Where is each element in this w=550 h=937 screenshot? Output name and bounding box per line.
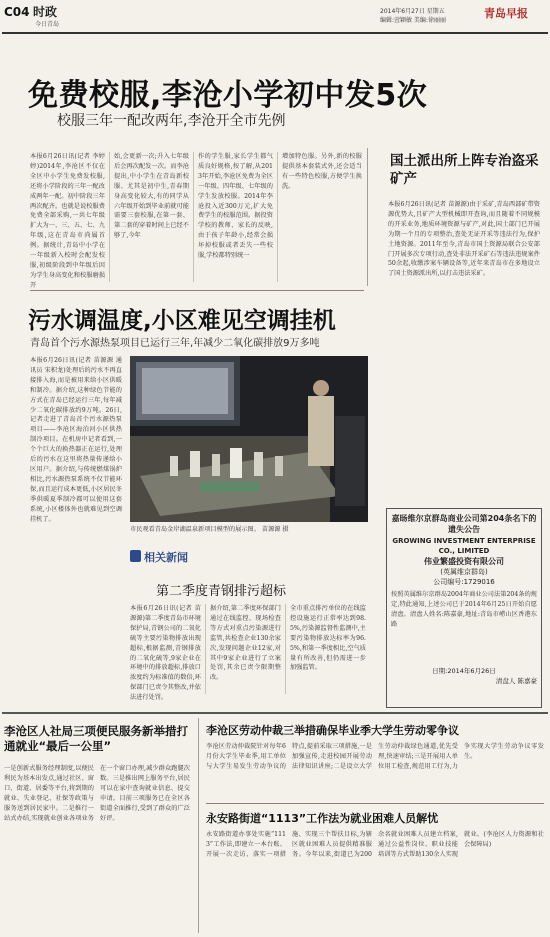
photo-caption: 市民观看青岛金岸湖温泉新项目模型的展示图。 苗源源 摄	[130, 526, 289, 533]
lead-column-3: 作的学生服,家长学生都气质良好规格,按了解,从2013年开始,李沧区免费为全区一年级、四年级、七年级的学生发放校服。2014年李沧投入近300万元,扩大免费学生的校服范围。据投资学校的教师、家长的反映,由于孩子年龄小,经常会损坏掉校服或者丢失一些校服,学校都特别统一	[198, 152, 278, 282]
notice-company-cn: 嘉旸维尔京群岛商业公司第204条名下的遗失公告	[391, 514, 537, 534]
notice-number: 1729016	[463, 578, 495, 586]
bottom-section-rule	[2, 712, 548, 714]
masthead	[0, 0, 550, 34]
notice-place: (英属维京群岛)	[440, 568, 488, 576]
feature-photo	[130, 356, 368, 522]
related-column-3: 全市重点排污单位的在线监控设施运行正常率达到98.5%,污染源监督性监测中,主要污染物排放达标率为96.5%,和第一季度相比,空气质量有所改善,但仍需进一步加强监管。	[290, 605, 366, 672]
bottom-left-body: 一是创新式服务经理制度,以便民利民为基本出发点,通过社区、窗口、街道、居委等平台,将到期的就业、失业登记、社保等政策与服务送到居民家中。二是推行一站式办结,实现就业创业各项业务在一个窗口办理,减少群众跑腿次数。三是推出网上服务平台,居民可以在家中查询就业信息、提交申请。目前三项服务已在全区各街道全面推行,受到了群众的广泛好评。	[4, 765, 190, 822]
bottom-divider	[198, 718, 199, 933]
related-column-1: 本报6月26日讯(记者 苗源源)第二季度青岛市环境保护局,青钢公司的二氧化硫等主要污染物排放出现超标,根据监测,青钢排放的二氧化硫等,9家企业在环境中的排放超标,排放口浓度约为标准值的数倍,环保部门已责令其整改,并依法进行处罚。	[130, 604, 206, 694]
lead-sidebar-divider	[367, 148, 368, 286]
date-line: 2014年6月27日 星期五	[380, 8, 445, 15]
bottom-mid-rule	[206, 803, 544, 804]
notice-company-en: GROWING INVESTMENT ENTERPRISE CO., LIMITED	[392, 537, 536, 555]
bottom-mid-body: 李沧区劳动仲裁院针对每年6月份大学生毕业季,用工单位与大学生易发生劳动争议的特点,提前采取三项措施,一是加强宣传,走进校园开展劳动法律知识讲座;二是设立大学生劳动仲裁绿色通道,优先受理,快速审结;三是开展用人单位用工检查,规范用工行为,力争实现大学生劳动争议零发生。	[206, 743, 544, 770]
notice-number-line	[391, 577, 537, 587]
related-news-tag	[130, 548, 202, 564]
feature-headline: 污水调温度,小区难见空调挂机	[28, 308, 336, 334]
editor-line: 编辑:萱颖敏 美编:徐丽丽	[380, 17, 446, 24]
section-subname: 今日青岛	[35, 21, 60, 28]
bottom-mid-headline: 李沧区劳动仲裁三举措确保毕业季大学生劳动零争议	[206, 724, 459, 737]
lead-bottom-rule	[30, 290, 364, 291]
model-display-photo-image	[130, 356, 368, 522]
lead-subhead: 校服三年一配改两年,李沧开全市先例	[57, 113, 286, 129]
related-headline: 第二季度青钢排污超标	[156, 584, 287, 599]
feature-body-left: 本报6月26日讯(记者 苗源源 通讯员 宋积龙)处理后的污水不再直接排入海,而是被用来给小区供暖和制冷。据介绍,这种绿色节能的方式在青岛已经运行三年,每年减少二氧化碳排放约9万吨。26日,记者走进了青岛首个污水源热泵项目——李沧区海泊河小区供热制冷项目。在机房中记者看到,一个个巨大的换热器正在运行,处理后的污水在这里将热量传递给小区用户。据介绍,与传统燃煤锅炉相比,污水源热泵系统不仅节能环保,而且运行成本更低,小区居民冬季供暖夏季制冷都可以使用这套系统,小区楼体外也就难见到空调挂机了。	[30, 357, 122, 523]
section-name: 时政	[33, 5, 58, 19]
notice-date: 日期:2014年6月26日	[432, 667, 496, 675]
bottom-left-headline: 李沧区人社局三项便民服务新举措打通就业“最后一公里”	[4, 724, 188, 753]
sidebar-headline: 国土派出所上阵专治盗采矿产	[390, 153, 539, 187]
lead-column-1: 本报6月26日讯(记者 李婷婷)2014年,李沧区不仅在全区中小学生免费发校服,还将小学阶段的三年一配改成两年一配。初中阶段三年两次配齐。也就是说校服费免费全部采购,一共七年级扩大为一、三、五、七、九年级,这在青岛市尚属首例。据统计,青岛中小学在一年级新入校时会配发校服,初级阶段到中年级后因为学生身高变化和校服磨损开	[30, 152, 110, 282]
notice-body: 按照英属维尔京群岛2004年商业公司法第204条的规定,特此通知,上述公司已于2014年6月25日开始自愿清盘。清盘人姓名:陈嘉豪,地址:青岛市崂山区香港东路	[391, 591, 537, 628]
lead-column-4: 增加特色服。另外,新的校服提供基本套装式外,还会适当有一些特色校服,方便学生换洗。	[282, 153, 362, 190]
page-code: C04	[4, 5, 30, 19]
related-news-mark-icon	[130, 550, 141, 562]
notice-number-label: 公司编号:	[433, 578, 464, 586]
liquidation-notice	[386, 508, 542, 708]
notice-company-cn2: 伟业繁盛投资有限公司	[424, 557, 504, 566]
feature-subhead: 青岛首个污水源热泵项目已运行三年,年减少二氧化碳排放9万多吨	[30, 338, 320, 349]
related-news-label: 相关新闻	[144, 551, 188, 564]
sidebar-body: 本报6月26日讯(记者 苗源源)由于采矿,青岛西部矿带资源优势大,且矿产大型机械即开查询,而且随着不同规模的开采业务,地质环境资源与矿产,对此,国土部门已开展为期一个月的专项整治,查处无证开采等违法行为,保护土地资源。2011年至今,青岛市国土资源局联合公安部门开展多次专项行动,查处非法开采矿石等违法违规案件50余起,收缴涉案车辆设备等,近年来青岛市在多地设立了国土资源派出所,以打击违法采矿。	[388, 201, 540, 278]
lead-column-2: 始,会更新一次;升入七年级后会再次配发一次。而李沧提出,中小学生在青岛新校服、尤其是初中生,青春期身高变化较大,有的同学从六年级开始到毕业前就可能需要三套校服,在第一套、第二套的穿着时间上已经不够了,今年	[114, 152, 194, 282]
paper-name-logo: 青岛早报	[484, 7, 528, 20]
bottom-right-headline: 永安路街道“1113”工作法为就业困难人员解忧	[206, 812, 439, 825]
masthead-rule	[2, 32, 548, 34]
bottom-right-body: 永安路街道办事处实施“1113”工作法,即建立一本台账、开展一次走访、落实一项措施、实现三个帮扶目标,为辖区就业困难人员提供精准服务。今年以来,街道已为200余名就业困难人员建立档案,通过公益性岗位、职业技能培训等方式帮助130余人实现就业。(李沧区人力资源和社会保障局)	[206, 831, 544, 858]
notice-signer: 清盘人 陈嘉豪	[495, 677, 537, 685]
lead-headline: 免费校服,李沧小学初中发5次	[28, 78, 428, 113]
related-column-2: 据介绍,第二季度环保部门通过在线监控、现场检查等方式对重点污染源进行监管,共检查企业130余家次,发现问题企业12家,对其中9家企业进行了立案处罚,其余已责令限期整改。	[210, 604, 286, 694]
